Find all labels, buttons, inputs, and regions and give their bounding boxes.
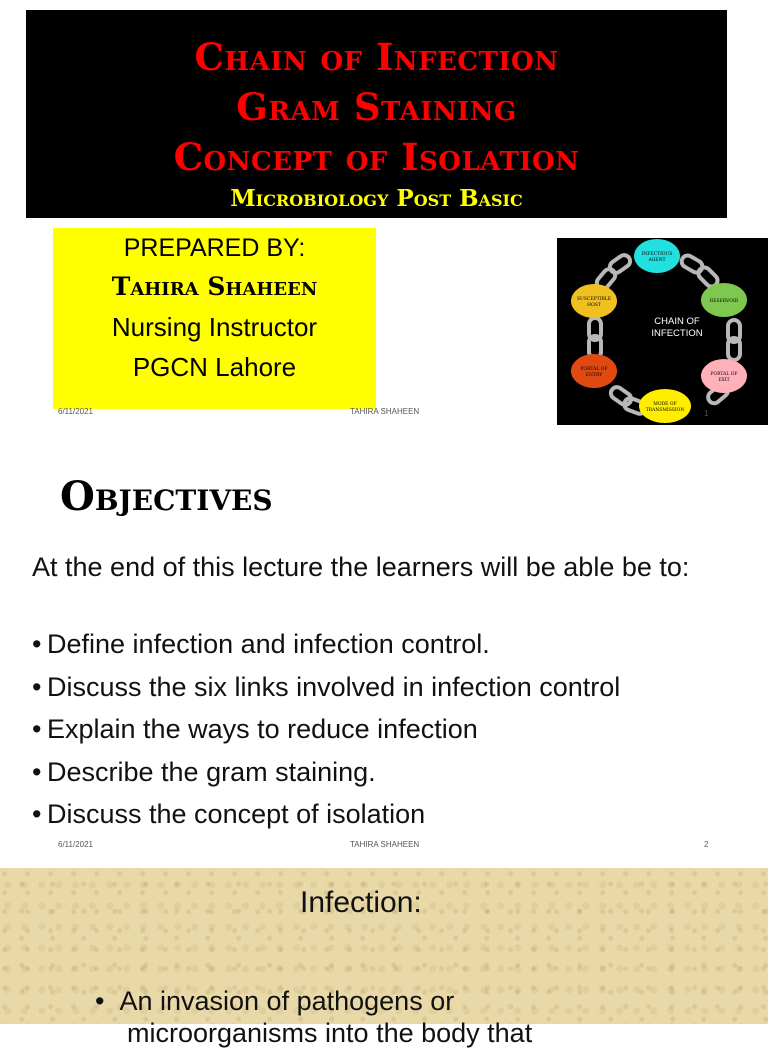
- footer-date: 6/11/2021: [58, 840, 93, 849]
- objectives-intro: At the end of this lecture the learners will be able be to:: [32, 552, 690, 582]
- page-number: 1: [704, 409, 709, 418]
- node-label-e1: PORTAL OF: [580, 367, 608, 372]
- slide-1: [0, 0, 768, 432]
- slide-2: [0, 432, 768, 868]
- node-label-d2: TRANSMISSION: [645, 408, 685, 413]
- infection-line-1-text: An invasion of pathogens or: [119, 986, 455, 1016]
- footer-author: TAHIRA SHAHEEN: [350, 840, 420, 849]
- chain-center-label: [651, 316, 702, 339]
- node-label-b1: RESERVOIR: [709, 299, 739, 304]
- node-label-f2: HOST: [587, 303, 601, 308]
- author-institution: PGCN Lahore: [132, 352, 297, 382]
- list-item: [32, 666, 752, 709]
- objective-text: Describe the gram staining.: [47, 756, 376, 787]
- bullet-symbol: •: [32, 671, 42, 702]
- list-item: [32, 623, 752, 666]
- slide-3: [0, 868, 768, 1048]
- footer-date: 6/11/2021: [58, 407, 93, 416]
- title-line-1: Chain of Infection: [194, 35, 559, 79]
- node-label-c2: EXIT: [718, 378, 730, 383]
- list-item: [32, 751, 752, 794]
- bullet-symbol: •: [32, 629, 42, 659]
- page-number: 2: [704, 840, 709, 849]
- prepared-by-box: [53, 228, 376, 409]
- objective-text: Discuss the concept of isolation: [47, 799, 426, 829]
- list-item: [32, 793, 752, 836]
- objective-text: Discuss the six links involved in infection control: [47, 671, 621, 702]
- center-label-1: CHAIN OF: [654, 316, 700, 327]
- node-label-a1: INFECTIOUS: [641, 252, 673, 257]
- node-label-d1: MODE OF: [653, 402, 677, 407]
- footer-author: TAHIRA SHAHEEN: [350, 407, 420, 416]
- author-role: Nursing Instructor: [111, 312, 318, 342]
- node-label-c1: PORTAL OF: [710, 372, 738, 377]
- infection-line-1: [95, 986, 454, 1017]
- chain-diagram-svg: [557, 238, 768, 425]
- node-label-a2: AGENT: [648, 258, 666, 263]
- node-label-e2: ENTRY: [585, 373, 603, 378]
- objectives-title: Objectives: [60, 473, 273, 520]
- bullet-symbol: •: [95, 986, 105, 1016]
- objective-text: Define infection and infection control.: [47, 629, 490, 659]
- prepared-by-label: PREPARED BY:: [123, 234, 306, 262]
- list-item: [32, 708, 752, 751]
- objectives-list: [32, 623, 752, 836]
- bullet-symbol: •: [32, 799, 42, 829]
- node-label-f1: SUSCEPTIBLE: [576, 297, 612, 302]
- title-line-2: Gram Staining: [236, 85, 517, 129]
- author-name: Tahira Shaheen: [111, 272, 318, 301]
- bullet-symbol: •: [32, 756, 42, 787]
- chain-of-infection-diagram: [557, 238, 768, 425]
- title-line-3: Concept of Isolation: [173, 135, 580, 179]
- title-box: [26, 10, 727, 218]
- objective-text: Explain the ways to reduce infection: [47, 714, 478, 744]
- center-label-2: INFECTION: [651, 328, 703, 339]
- infection-line-2: microorganisms into the body that: [127, 1018, 533, 1048]
- bullet-symbol: •: [32, 714, 42, 744]
- subtitle: Microbiology Post Basic: [230, 185, 523, 212]
- infection-title: Infection:: [300, 886, 422, 919]
